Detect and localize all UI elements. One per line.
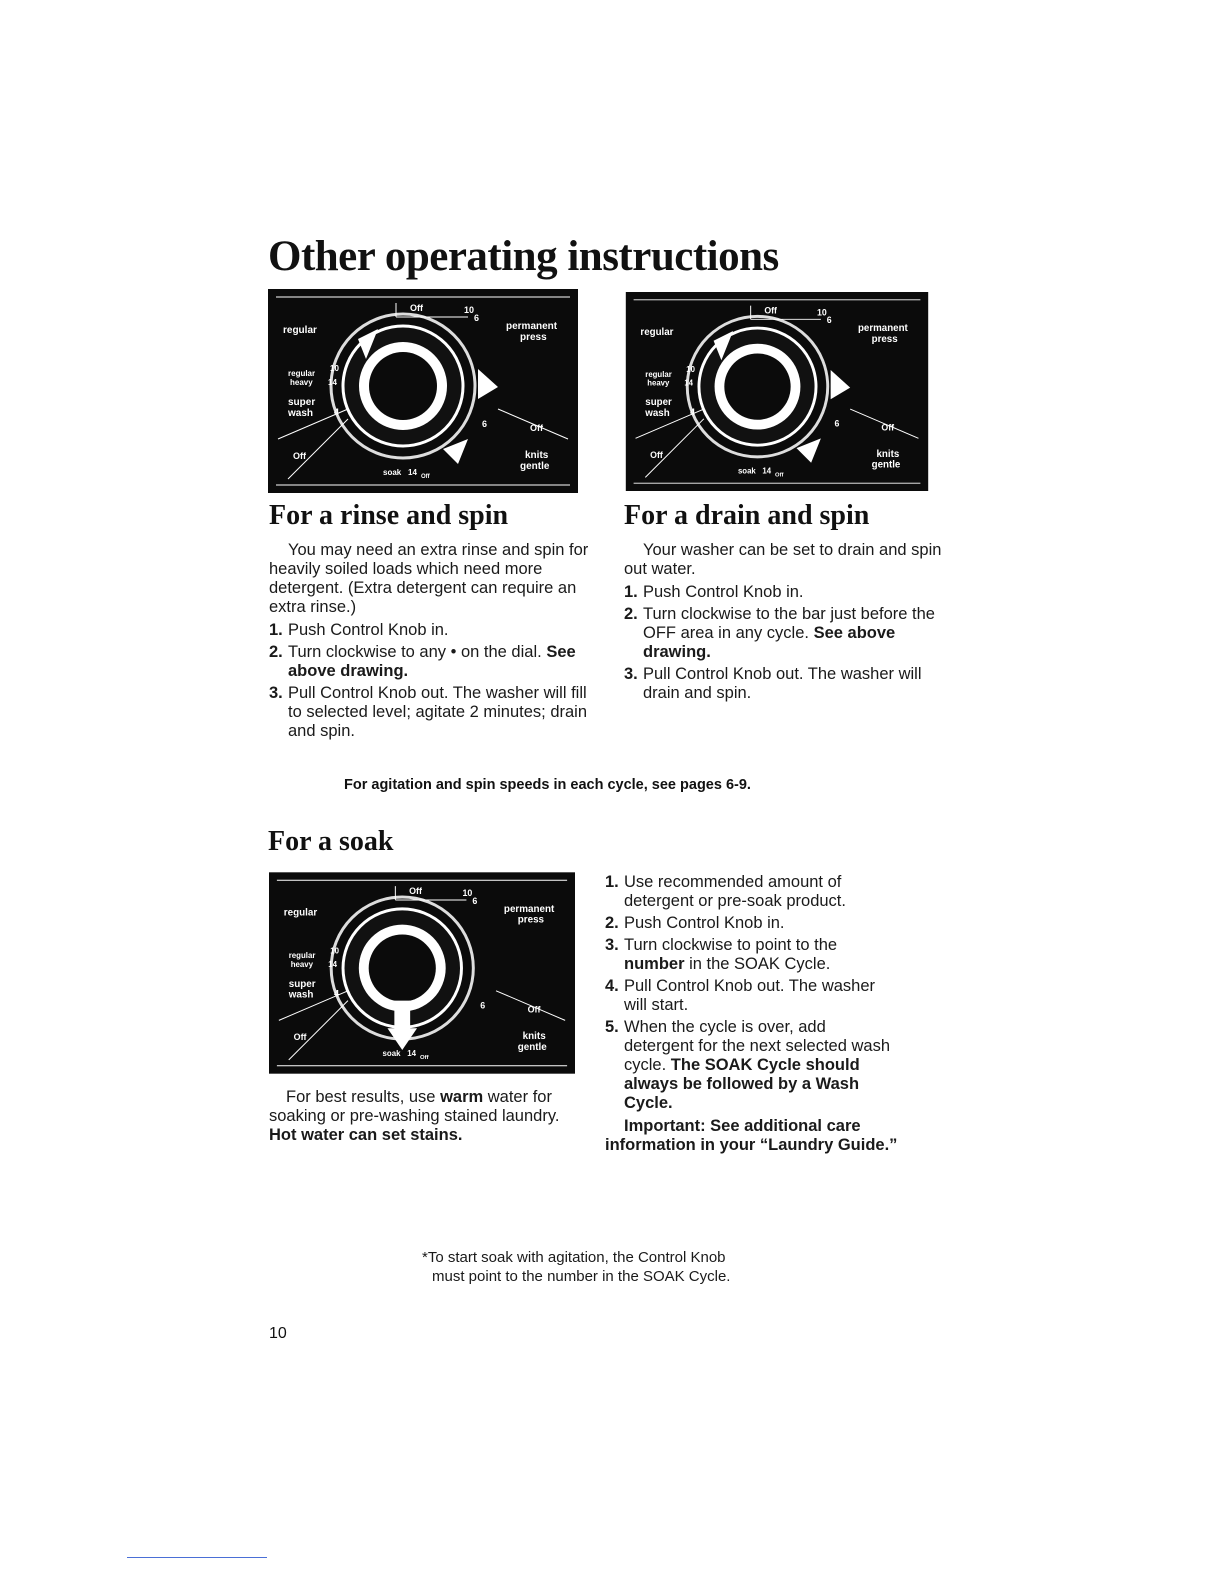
dial-label-off-left: Off: [650, 449, 663, 460]
step-text: Push Control Knob in.: [288, 621, 449, 639]
step-text: Push Control Knob in.: [643, 583, 804, 601]
dial-label-press: press: [520, 332, 547, 343]
drain-steps: [624, 583, 954, 703]
list-item: [605, 977, 900, 1015]
dial-label-ten: 10: [462, 888, 473, 899]
dial-label-off-small: Off: [420, 1054, 429, 1061]
control-dial-drawing: [268, 289, 578, 493]
footnote-line-1: *To start soak with agitation, the Control Knob: [422, 1249, 726, 1266]
dial-label-four: 4: [334, 988, 340, 999]
dial-label-wash: wash: [288, 408, 314, 419]
step-text: Pull Control Knob out. The washer will fill to selected level; agitate 2 minutes; drain and spin.: [288, 684, 588, 740]
dial-label-knits: knits: [876, 448, 900, 460]
soak-caption: [269, 1088, 569, 1145]
list-item: [605, 914, 900, 933]
step-number: 2.: [624, 605, 638, 623]
step-text: in the SOAK Cycle.: [684, 955, 831, 973]
dial-label-press: press: [871, 333, 898, 345]
dial-label-wash: wash: [288, 989, 314, 1001]
list-item: [605, 1018, 900, 1113]
step-text: Turn clockwise to point to the: [624, 936, 838, 954]
list-item: [624, 583, 954, 602]
step-number: 4.: [605, 977, 619, 995]
dial-label-ten-small: 10: [330, 364, 339, 373]
dial-label-ten-small: 10: [686, 364, 695, 374]
step-number: 2.: [269, 643, 283, 661]
dial-label-gentle: gentle: [520, 461, 550, 472]
dial-label-off-top: Off: [409, 886, 422, 897]
dial-label-soak: soak: [737, 466, 756, 476]
drain-section: [624, 541, 954, 706]
dial-label-knits: knits: [525, 450, 549, 461]
soak-steps: [605, 873, 900, 1113]
page-number: 10: [269, 1325, 287, 1342]
step-text: Turn clockwise to any • on the dial.: [288, 643, 542, 661]
agitation-note: For agitation and spin speeds in each cycle, see pages 6-9.: [344, 777, 751, 793]
rinse-section: [269, 541, 599, 744]
step-number: 1.: [605, 873, 619, 891]
list-item: [605, 873, 900, 911]
step-bold-text: See above drawing.: [288, 643, 576, 680]
dial-label-four: 4: [334, 407, 340, 417]
step-text: Use recommended amount of detergent or pre-soak product.: [624, 873, 846, 910]
caption-bold-warm: warm: [440, 1088, 484, 1106]
dial-illustration-drain: [623, 292, 931, 496]
dial-label-press: press: [517, 914, 545, 926]
rinse-intro: You may need an extra rinse and spin for heavily soiled loads which need more detergent. (Extra detergent can require an extra rinse.): [269, 541, 589, 616]
dial-label-soak: soak: [382, 1048, 401, 1058]
control-dial-drawing: [623, 292, 931, 491]
soak-heading: For a soak: [268, 826, 394, 857]
dial-label-off-left: Off: [293, 451, 306, 461]
step-number: 3.: [269, 684, 283, 702]
dial-label-fourteen-soak: 14: [407, 1048, 416, 1058]
dial-label-off-left: Off: [293, 1032, 307, 1043]
dial-label-super: super: [288, 397, 316, 408]
important-note: Important: See additional care information in your “Laundry Guide.”: [605, 1117, 898, 1154]
dial-label-fourteen-soak: 14: [408, 468, 417, 477]
step-number: 3.: [605, 936, 619, 954]
bottom-divider: [127, 1557, 267, 1558]
list-item: [269, 684, 599, 741]
dial-label-off-small: Off: [421, 474, 430, 480]
list-item: [269, 621, 599, 640]
dial-label-regular-small: regular: [288, 951, 316, 961]
dial-label-six: 6: [474, 313, 480, 323]
step-text: When the cycle is over, add detergent for the next selected wash cycle.: [624, 1018, 890, 1074]
drain-heading: For a drain and spin: [624, 500, 870, 531]
rinse-steps: [269, 621, 599, 741]
page-title: Other operating instructions: [268, 233, 779, 280]
dial-label-six-small: 6: [480, 1000, 486, 1011]
caption-text: For best results, use: [286, 1088, 441, 1106]
dial-label-regular-small: regular: [645, 369, 672, 379]
rinse-heading: For a rinse and spin: [269, 500, 509, 531]
dial-label-permanent: permanent: [503, 903, 555, 915]
dial-label-fourteen-small: 14: [328, 960, 337, 970]
step-number: 2.: [605, 914, 619, 932]
caption-bold-hot: Hot water can set stains.: [269, 1126, 463, 1144]
dial-label-off-top: Off: [764, 305, 777, 316]
dial-illustration-rinse: [268, 289, 578, 498]
dial-label-super: super: [288, 978, 316, 990]
dial-label-off-right: Off: [527, 1004, 541, 1015]
step-text: Turn clockwise to the bar just before the OFF area in any cycle.: [643, 605, 935, 642]
dial-label-gentle: gentle: [517, 1041, 547, 1053]
dial-label-permanent: permanent: [506, 321, 558, 332]
dial-label-off-top: Off: [410, 303, 423, 313]
dial-label-regular-small: regular: [288, 369, 316, 378]
dial-label-six-small: 6: [482, 419, 488, 429]
dial-illustration-soak: [269, 872, 575, 1079]
step-text: Pull Control Knob out. The washer will start.: [624, 977, 876, 1014]
step-number: 5.: [605, 1018, 619, 1036]
dial-label-four: 4: [690, 406, 696, 417]
step-number: 1.: [624, 583, 638, 601]
dial-label-regular: regular: [283, 907, 318, 919]
list-item: [624, 605, 954, 662]
dial-label-heavy: heavy: [290, 378, 313, 387]
dial-label-off-right: Off: [530, 423, 543, 433]
step-number: 1.: [269, 621, 283, 639]
dial-label-heavy: heavy: [647, 378, 670, 388]
step-text: Pull Control Knob out. The washer will drain and spin.: [643, 665, 922, 702]
dial-label-fourteen-small: 14: [328, 378, 337, 387]
footnote-line-2: must point to the number in the SOAK Cycle.: [432, 1268, 731, 1285]
dial-label-heavy: heavy: [290, 960, 314, 970]
dial-label-super: super: [645, 397, 672, 409]
drain-intro: Your washer can be set to drain and spin out water.: [624, 541, 942, 578]
dial-label-ten: 10: [816, 307, 827, 318]
dial-label-ten: 10: [464, 305, 475, 315]
step-bold-text: See above drawing.: [643, 624, 896, 661]
dial-label-off-small: Off: [775, 472, 784, 479]
dial-label-knits: knits: [522, 1031, 546, 1043]
list-item: [269, 643, 599, 681]
dial-label-six: 6: [826, 315, 832, 326]
dial-label-six: 6: [472, 895, 478, 906]
control-dial-drawing: [269, 872, 575, 1074]
step-text: Push Control Knob in.: [624, 914, 785, 932]
list-item: [624, 665, 954, 703]
dial-label-six-small: 6: [834, 418, 840, 429]
step-bold-text: The SOAK Cycle should always be followed by a Wash Cycle.: [624, 1056, 860, 1112]
dial-label-fourteen-soak: 14: [762, 466, 772, 476]
dial-label-gentle: gentle: [871, 459, 901, 471]
step-number: 3.: [624, 665, 638, 683]
dial-label-soak: soak: [383, 468, 402, 477]
dial-label-wash: wash: [645, 407, 670, 419]
list-item: [605, 936, 900, 974]
dial-label-ten-small: 10: [330, 946, 339, 956]
step-bold-text: number: [624, 955, 685, 973]
dial-label-permanent: permanent: [857, 323, 908, 335]
dial-label-regular: regular: [640, 326, 674, 338]
dial-label-fourteen-small: 14: [684, 378, 694, 388]
dial-label-off-right: Off: [881, 422, 895, 433]
dial-label-regular: regular: [283, 325, 317, 336]
soak-section: [605, 873, 900, 1155]
caption-text: water for soaking or pre-washing stained laundry.: [269, 1088, 560, 1125]
